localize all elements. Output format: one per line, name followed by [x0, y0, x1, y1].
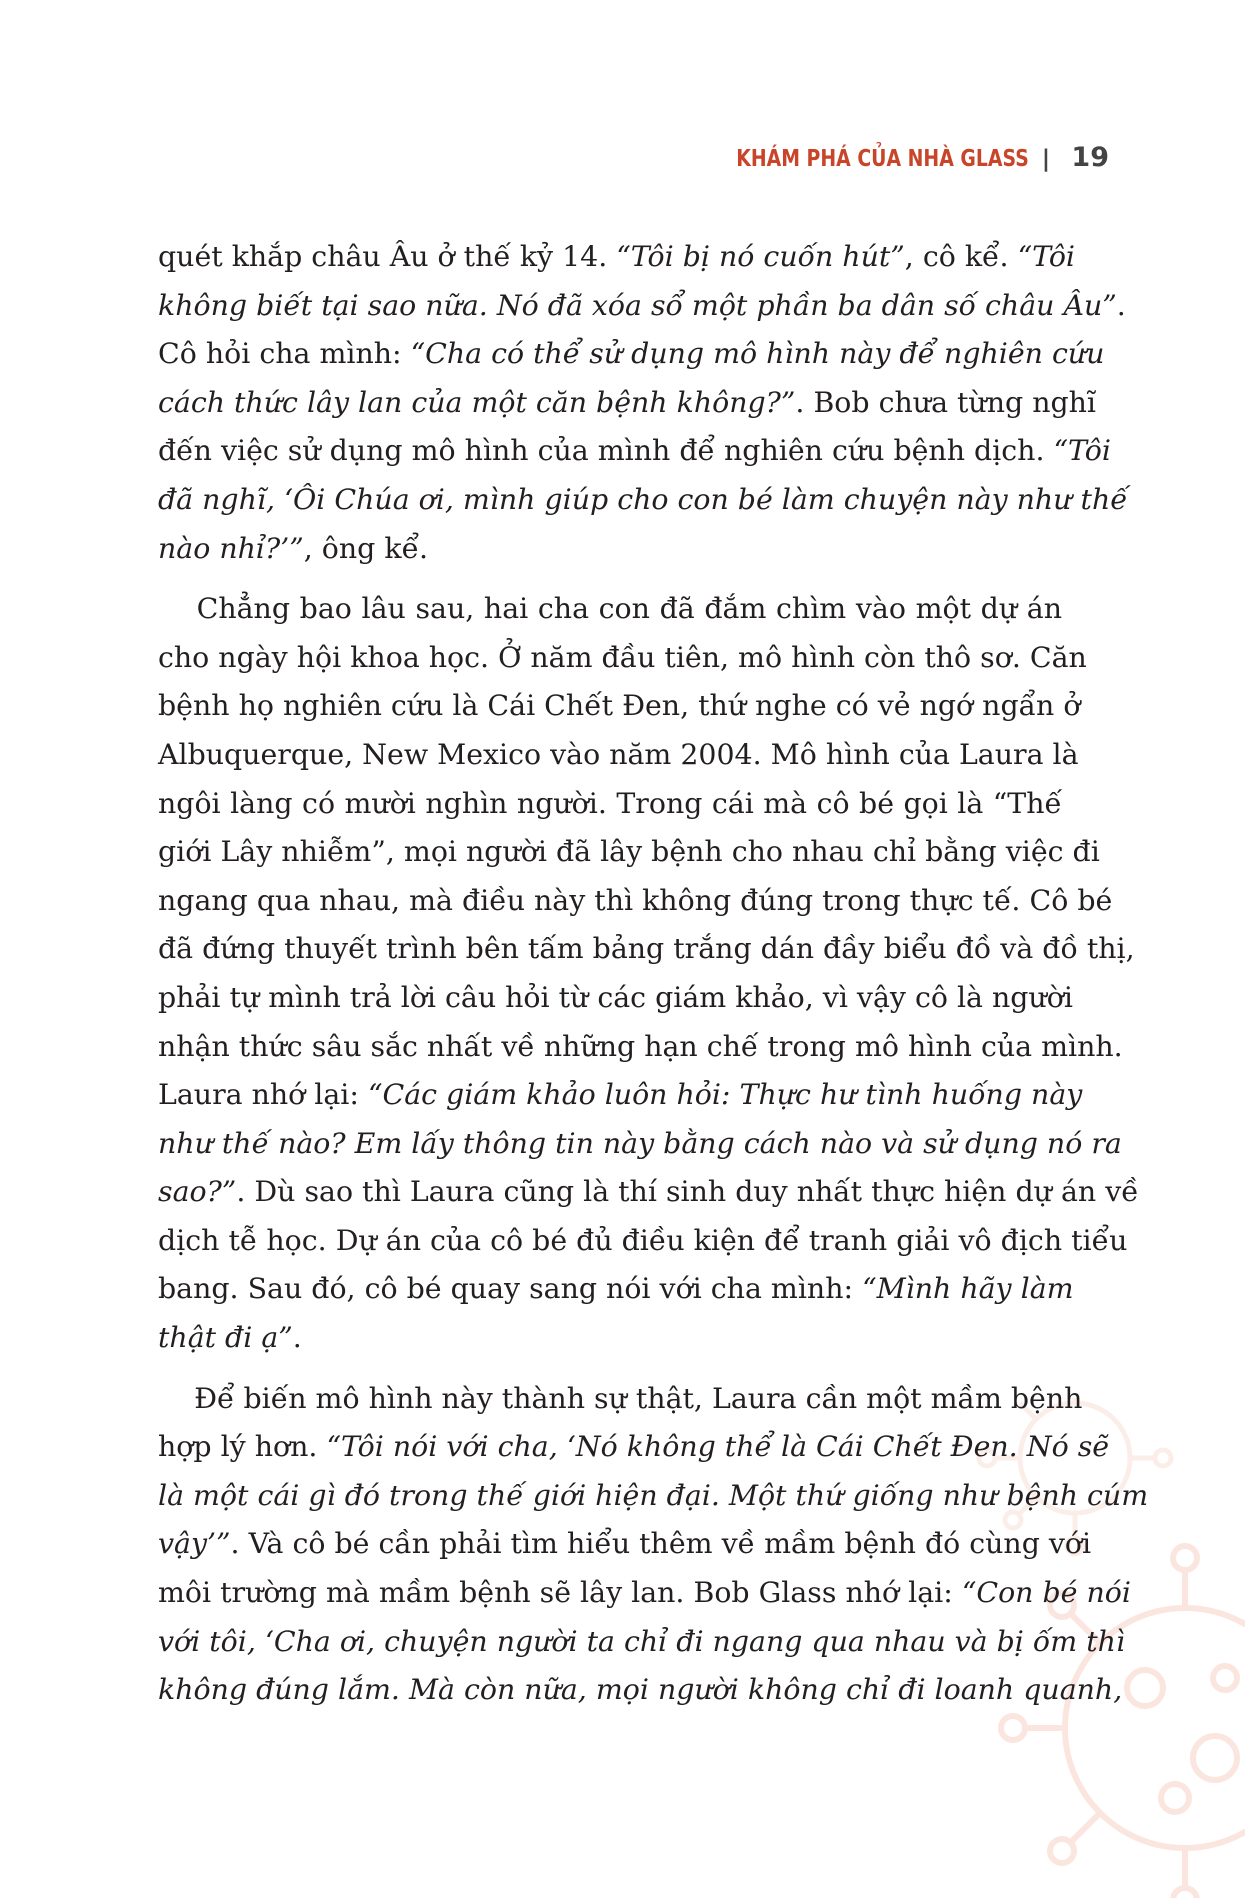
- text-line: ngang qua nhau, mà điều này thì không đúng trong thực tế. Cô bé: [158, 883, 1113, 917]
- text-line: Chẳng bao lâu sau, hai cha con đã đắm chìm vào một dự án: [158, 592, 1062, 626]
- text-line: không đúng lắm. Mà còn nữa, mọi người không chỉ đi loanh quanh,: [158, 1673, 1123, 1707]
- text-line: Laura nhớ lại: “Các giám khảo luôn hỏi: Thực hư tình huống này: [158, 1078, 1083, 1112]
- text-line: cho ngày hội khoa học. Ở năm đầu tiên, mô hình còn thô sơ. Căn: [158, 640, 1087, 674]
- text-line: với tôi, ‘Cha ơi, chuyện người ta chỉ đi ngang qua nhau và bị ốm thì: [158, 1624, 1126, 1658]
- text-line: phải tự mình trả lời câu hỏi từ các giám khảo, vì vậy cô là người: [158, 980, 1073, 1014]
- text-line: như thế nào? Em lấy thông tin này bằng cách nào và sử dụng nó ra: [158, 1126, 1122, 1160]
- header-separator: |: [1041, 146, 1051, 172]
- text-line: bệnh họ nghiên cứu là Cái Chết Đen, thứ nghe có vẻ ngớ ngẩn ở: [158, 689, 1081, 723]
- text-line: dịch tễ học. Dự án của cô bé đủ điều kiện để tranh giải vô địch tiểu: [158, 1223, 1128, 1257]
- text-line: đã đứng thuyết trình bên tấm bảng trắng dán đầy biểu đồ và đồ thị,: [158, 932, 1135, 966]
- text-line: nhận thức sâu sắc nhất về những hạn chế trong mô hình của mình.: [158, 1029, 1123, 1063]
- text-line: bang. Sau đó, cô bé quay sang nói với cha mình: “Mình hãy làm: [158, 1272, 1074, 1306]
- paragraph: [158, 585, 1139, 1363]
- text-line: ngôi làng có mười nghìn người. Trong cái mà cô bé gọi là “Thế: [158, 786, 1062, 820]
- text-line: sao?”. Dù sao thì Laura cũng là thí sinh duy nhất thực hiện dự án về: [158, 1175, 1139, 1209]
- text-line: đã nghĩ, ‘Ôi Chúa ơi, mình giúp cho con bé làm chuyện này như thế: [158, 482, 1128, 516]
- text-line: cách thức lây lan của một căn bệnh không?”. Bob chưa từng nghĩ: [158, 385, 1097, 419]
- paragraph: [158, 233, 1128, 573]
- text-line: thật đi ạ”.: [158, 1321, 302, 1355]
- text-line: đến việc sử dụng mô hình của mình để nghiên cứu bệnh dịch. “Tôi: [158, 434, 1111, 468]
- text-line: vậy’”. Và cô bé cần phải tìm hiểu thêm về mầm bệnh đó cùng với: [158, 1527, 1092, 1561]
- text-line: Albuquerque, New Mexico vào năm 2004. Mô hình của Laura là: [158, 737, 1079, 771]
- page-number: 19: [1071, 142, 1109, 173]
- text-line: giới Lây nhiễm”, mọi người đã lây bệnh cho nhau chỉ bằng việc đi: [158, 835, 1100, 869]
- running-header: [672, 142, 1109, 173]
- body-text: [158, 233, 1149, 1715]
- text-line: Để biến mô hình này thành sự thật, Laura cần một mầm bệnh: [158, 1381, 1083, 1415]
- text-line: môi trường mà mầm bệnh sẽ lây lan. Bob Glass nhớ lại: “Con bé nói: [158, 1576, 1131, 1610]
- text-line: quét khắp châu Âu ở thế kỷ 14. “Tôi bị nó cuốn hút”, cô kể. “Tôi: [158, 240, 1075, 273]
- text-line: hợp lý hơn. “Tôi nói với cha, ‘Nó không thể là Cái Chết Đen. Nó sẽ: [158, 1430, 1110, 1464]
- paragraph: [158, 1375, 1149, 1715]
- text-line: không biết tại sao nữa. Nó đã xóa sổ một phần ba dân số châu Âu”.: [158, 288, 1126, 322]
- text-line: nào nhỉ?’”, ông kể.: [158, 531, 429, 565]
- chapter-title: KHÁM PHÁ CỦA NHÀ GLASS: [735, 146, 1029, 172]
- text-line: Cô hỏi cha mình: “Cha có thể sử dụng mô hình này để nghiên cứu: [158, 337, 1105, 371]
- text-line: là một cái gì đó trong thế giới hiện đại. Một thứ giống như bệnh cúm: [158, 1478, 1149, 1512]
